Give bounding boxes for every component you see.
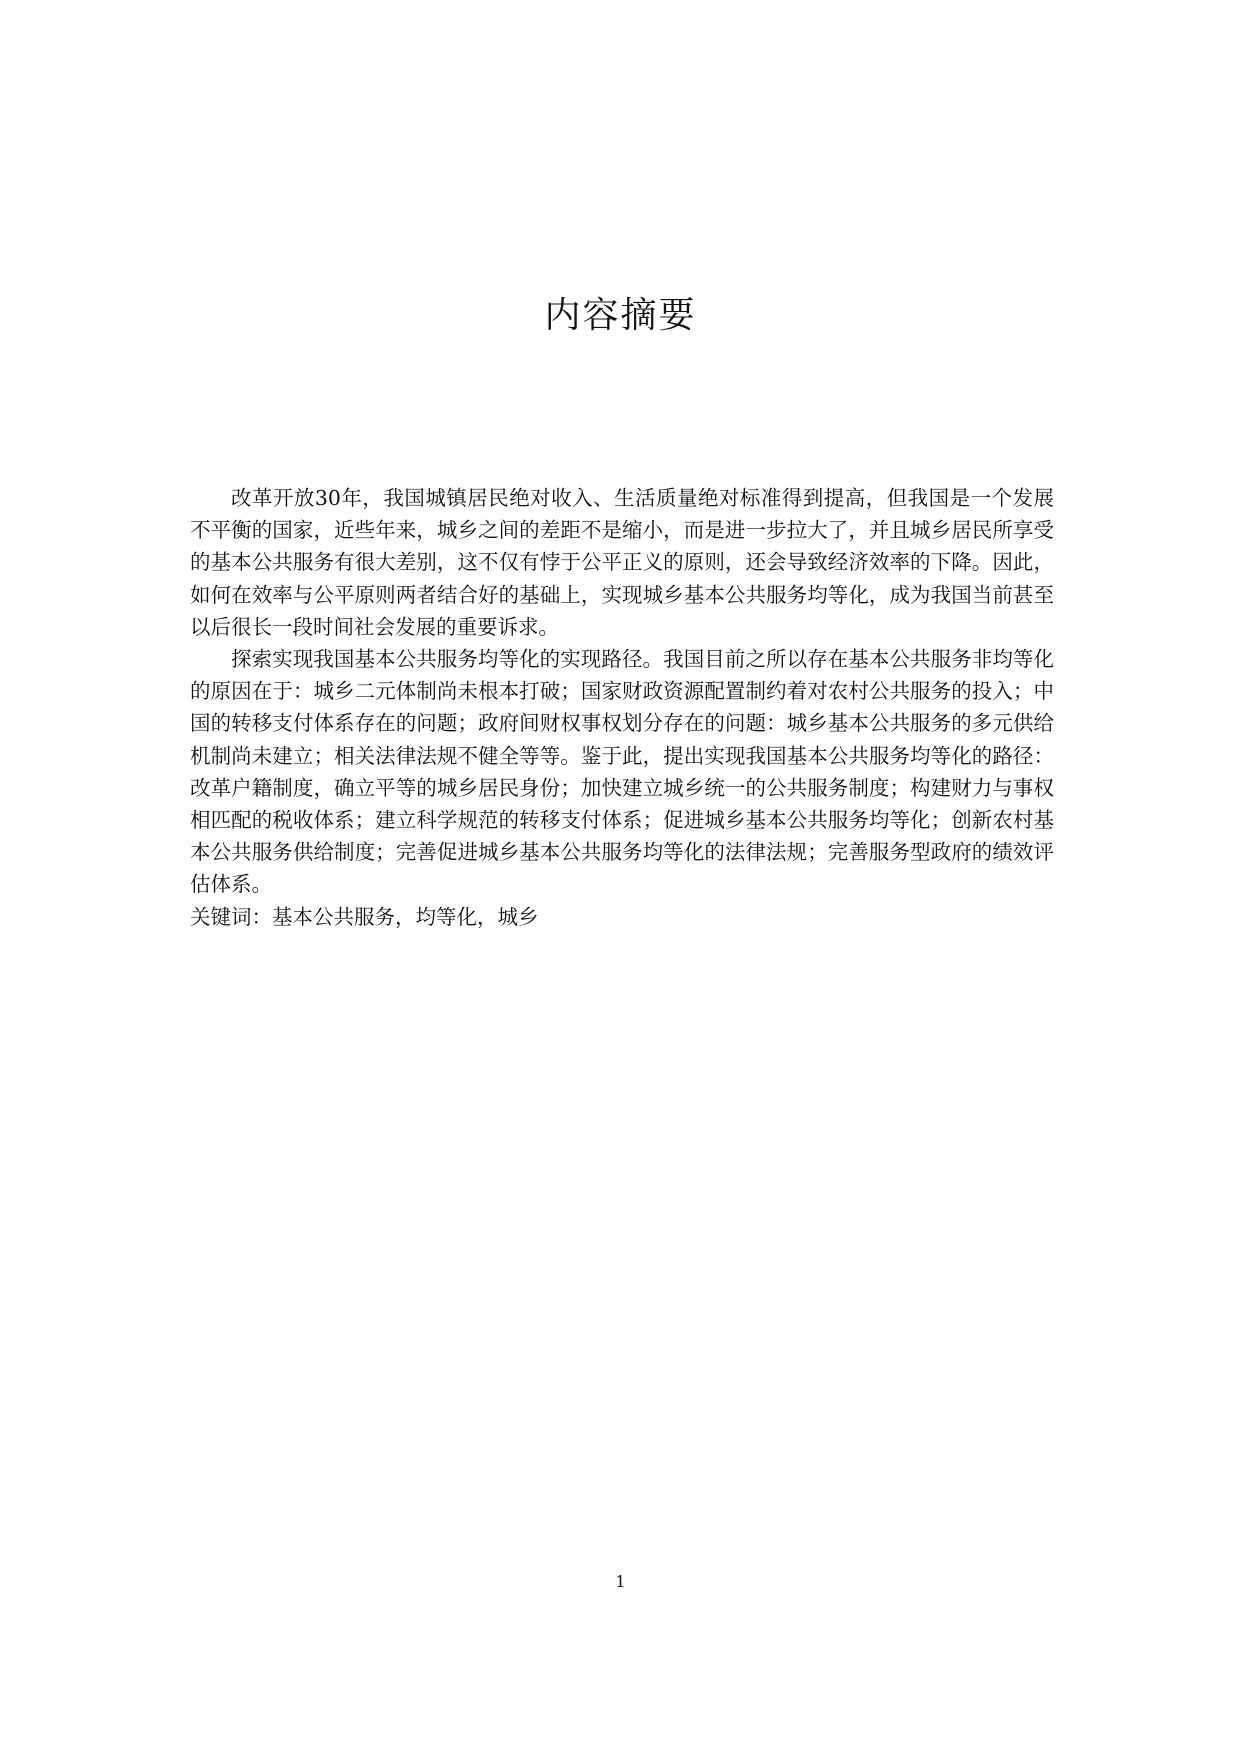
abstract-title: 内容摘要 xyxy=(544,295,697,336)
page-number: 1 xyxy=(615,1572,626,1591)
keywords-line: 关键词：基本公共服务，均等化，城乡 xyxy=(190,904,539,929)
abstract-paragraph-2: 探索实现我国基本公共服务均等化的实现路径。我国目前之所以存在基本公共服务非均等化的原因在于：城乡二元体制尚未根本打破；国家财政资源配置制约着对农村公共服务的投入；中国的转移支付体系存在的问题；政府间财权事权划分存在的问题：城乡基本公共服务的多元供给机制尚未建立；相关法律法规不健全等等。鉴于此，提出实现我国基本公共服务均等化的路径：改革户籍制度，确立平等的城乡居民身份；加快建立城乡统一的公共服务制度；构建财力与事权相匹配的税收体系；建立科学规范的转移支付体系；促进城乡基本公共服务均等化；创新农村基本公共服务供给制度；完善促进城乡基本公共服务均等化的法律法规；完善服务型政府的绩效评估体系。 xyxy=(190,647,1054,897)
abstract-body xyxy=(190,482,1054,933)
abstract-paragraph-1: 改革开放30年，我国城镇居民绝对收入、生活质量绝对标准得到提高，但我国是一个发展不平衡的国家，近些年来，城乡之间的差距不是缩小，而是进一步拉大了，并且城乡居民所享受的基本公共服务有很大差别，这不仅有悖于公平正义的原则，还会导致经济效率的下降。因此，如何在效率与公平原则两者结合好的基础上，实现城乡基本公共服务均等化，成为我国当前甚至以后很长一段时间社会发展的重要诉求。 xyxy=(190,486,1054,639)
